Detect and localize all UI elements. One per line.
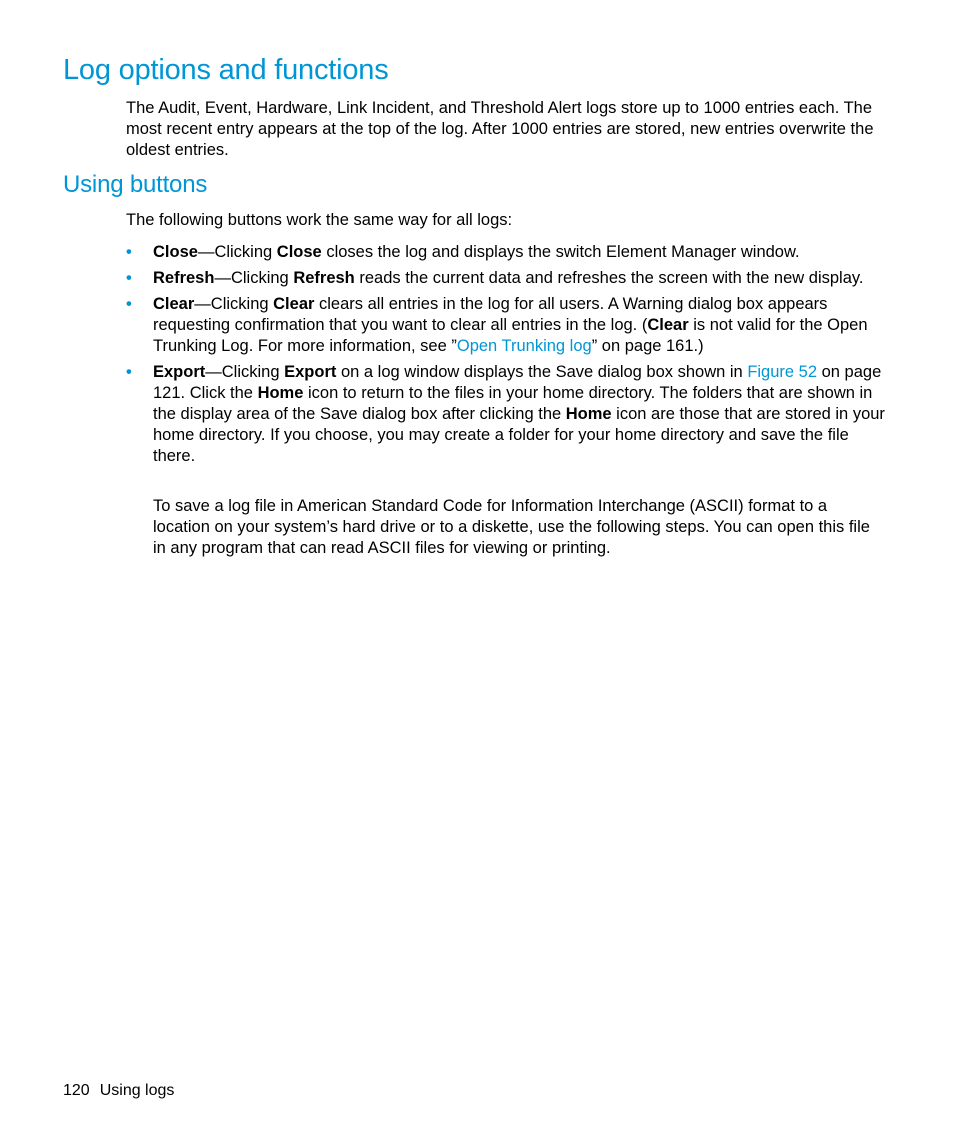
term-export: Export [153, 363, 206, 381]
close-description: closes the log and displays the switch Element Manager window. [321, 243, 800, 261]
refresh-description: reads the current data and refreshes the screen with the new display. [354, 269, 864, 287]
term-export-inline: Export [284, 363, 337, 381]
clear-description-1: clears all entries in the log for all users. A Warning dialog box appears requesting confirmation that you want to clear all entries in the log. ( [153, 295, 828, 334]
section-heading: Using buttons [63, 171, 208, 198]
footer-section-title: Using logs [99, 1082, 175, 1099]
list-item-close [126, 242, 886, 263]
bullet-icon: • [126, 243, 132, 261]
dash-text: —Clicking [214, 269, 294, 287]
export-description-2: on page 121. Click the [153, 363, 882, 402]
page-number: 120 [63, 1082, 90, 1099]
export-description-4: icon are those that are stored in your home directory. If you choose, you may create a folder for your home directory and save the file there. [153, 405, 885, 465]
term-clear: Clear [153, 295, 195, 313]
dash-text: —Clicking [194, 295, 274, 313]
bullet-icon: • [126, 295, 132, 313]
export-followup-paragraph: To save a log file in American Standard Code for Information Interchange (ASCII) format to a location on your system’s hard drive or to a diskette, use the following steps. You can open this file in any program that can read ASCII files for viewing or printing. [153, 497, 870, 557]
term-refresh-inline: Refresh [293, 269, 355, 287]
list-item-refresh [126, 268, 886, 289]
list-item-export [126, 362, 886, 467]
term-clear-inline: Clear [273, 295, 315, 313]
clear-description-3: ” on page 161.) [591, 337, 704, 355]
button-list [126, 242, 886, 472]
clear-description-2: is not valid for the Open Trunking Log. For more information, see ” [153, 316, 868, 355]
figure-52-link[interactable]: Figure 52 [747, 363, 818, 381]
export-description-3: icon to return to the files in your home directory. The folders that are shown in the display area of the Save dialog box after clicking the [153, 384, 873, 423]
term-close-inline: Close [276, 243, 322, 261]
export-description-1: on a log window displays the Save dialog box shown in [336, 363, 748, 381]
list-item-clear [126, 294, 886, 357]
bullet-icon: • [126, 363, 132, 381]
lead-paragraph: The following buttons work the same way for all logs: [126, 211, 513, 229]
page-footer [63, 1082, 174, 1100]
term-home: Home [257, 384, 304, 402]
term-close: Close [153, 243, 198, 261]
dash-text: —Clicking [197, 243, 277, 261]
intro-paragraph: The Audit, Event, Hardware, Link Incident, and Threshold Alert logs store up to 1000 entries each. The most recent entry appears at the top of the log. After 1000 entries are stored, new entries overwrite the oldest entries. [126, 99, 874, 159]
dash-text: —Clicking [205, 363, 285, 381]
term-refresh: Refresh [153, 269, 215, 287]
open-trunking-log-link[interactable]: Open Trunking log [456, 337, 592, 355]
term-home-2: Home [565, 405, 612, 423]
bullet-icon: • [126, 269, 132, 287]
term-clear-inline-2: Clear [647, 316, 689, 334]
page-title: Log options and functions [63, 54, 389, 86]
